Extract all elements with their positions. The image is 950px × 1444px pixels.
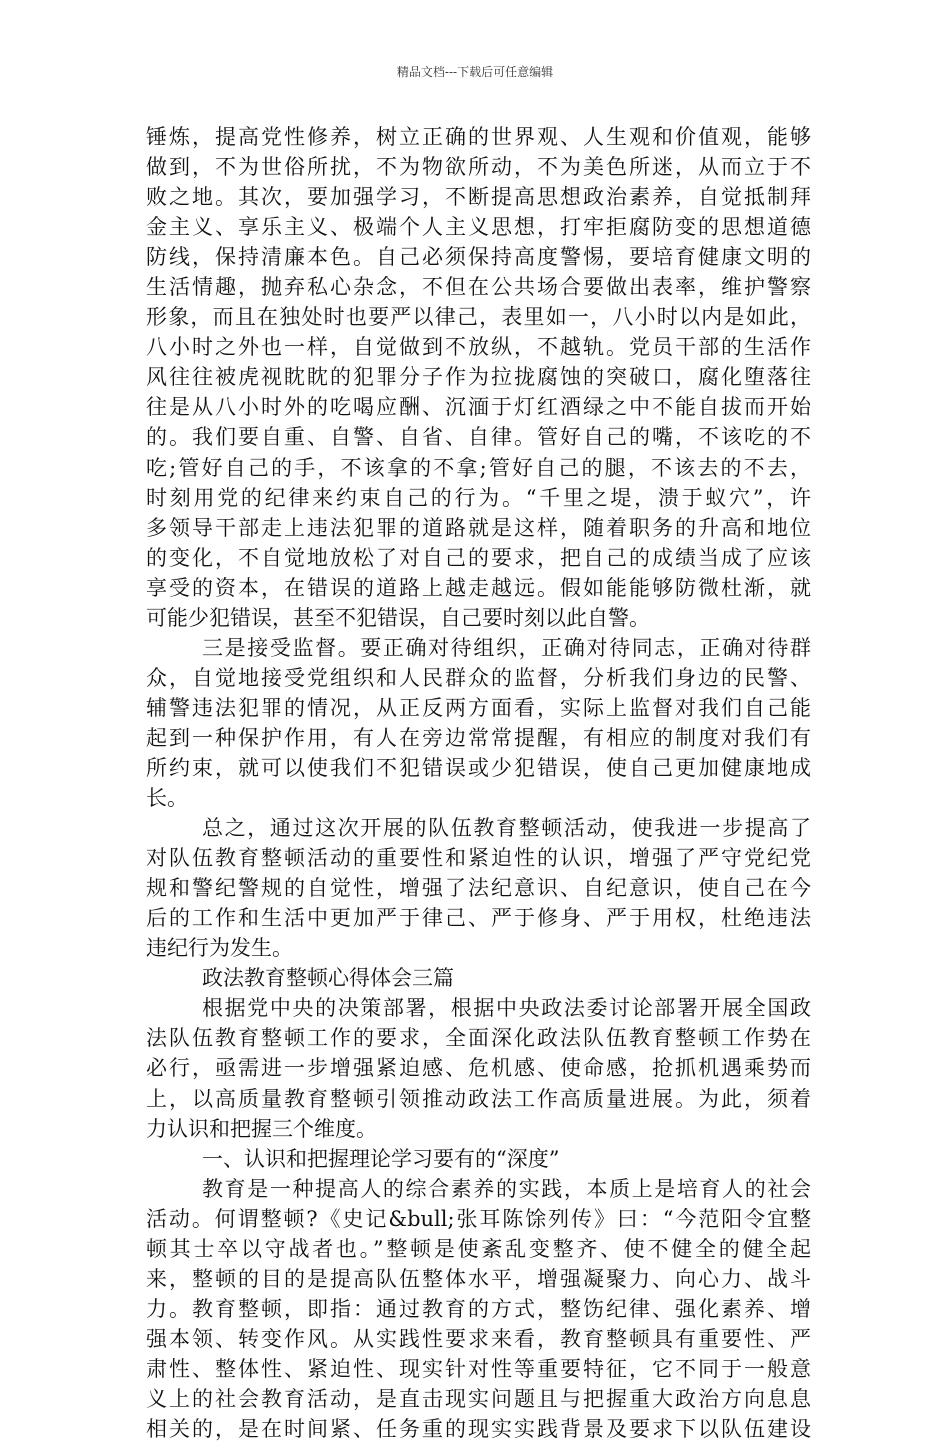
text-line: 的变化，不自觉地放松了对自己的要求，把自己的成绩当成了应该 xyxy=(146,545,811,570)
text-line: 违纪行为发生。 xyxy=(146,936,293,961)
text-line: 多领导干部走上违法犯罪的道路就是这样，随着职务的升高和地位 xyxy=(146,515,811,540)
text-line: 来，整顿的目的是提高队伍整体水平，增强凝聚力、向心力、战斗 xyxy=(146,1266,811,1291)
text-line: 败之地。其次，要加强学习，不断提高思想政治素养，自觉抵制拜 xyxy=(146,185,811,210)
text-line: 长。 xyxy=(146,786,188,811)
text-line: 享受的资本，在错误的道路上越走越远。假如能能够防微杜渐，就 xyxy=(146,575,811,600)
text-line: 防线，保持清廉本色。自己必须保持高度警惕，要培育健康文明的 xyxy=(146,245,811,270)
text-line: 后的工作和生活中更加严于律己、严于修身、严于用权，杜绝违法 xyxy=(146,906,811,931)
text-line: 生活情趣，抛弃私心杂念，不但在公共场合要做出表率，维护警察 xyxy=(146,275,811,300)
text-line: 可能少犯错误，甚至不犯错误，自己要时刻以此自警。 xyxy=(146,605,650,630)
text-line: 总之，通过这次开展的队伍教育整顿活动，使我进一步提高了 xyxy=(202,816,811,841)
text-line: 辅警违法犯罪的情况，从正反两方面看，实际上监督对我们自己能 xyxy=(146,695,811,720)
document-body xyxy=(146,122,811,1444)
text-line: 风往往被虎视眈眈的犯罪分子作为拉拢腐蚀的突破口，腐化堕落往 xyxy=(146,365,811,390)
text-line: 所约束，就可以使我们不犯错误或少犯错误，使自己更加健康地成 xyxy=(146,755,811,780)
text-line: 吃;管好自己的手，不该拿的不拿;管好自己的腿，不该去的不去， xyxy=(146,455,811,480)
text-line: 对队伍教育整顿活动的重要性和紧迫性的认识，增强了严守党纪党 xyxy=(146,846,811,871)
text-line: 力认识和把握三个维度。 xyxy=(146,1116,377,1141)
text-line: 金主义、享乐主义、极端个人主义思想，打牢拒腐防变的思想道德 xyxy=(146,215,811,240)
text-line: 一、认识和把握理论学习要有的“深度” xyxy=(202,1146,560,1171)
text-line: 众，自觉地接受党组织和人民群众的监督，分析我们身边的民警、 xyxy=(146,665,811,690)
text-line: 起到一种保护作用，有人在旁边常常提醒，有相应的制度对我们有 xyxy=(146,725,811,750)
text-line: 往是从八小时外的吃喝应酬、沉湎于灯红酒绿之中不能自拔而开始 xyxy=(146,395,811,420)
text-line: 八小时之外也一样，自觉做到不放纵，不越轨。党员干部的生活作 xyxy=(146,335,811,360)
text-line: 必行，亟需进一步增强紧迫感、危机感、使命感，抢抓机遇乘势而 xyxy=(146,1056,811,1081)
text-line: 政法教育整顿心得体会三篇 xyxy=(202,966,454,991)
text-line: 锤炼，提高党性修养，树立正确的世界观、人生观和价值观，能够 xyxy=(146,125,811,149)
text-line: 三是接受监督。要正确对待组织，正确对待同志，正确对待群 xyxy=(202,635,811,660)
text-line: 相关的，是在时间紧、任务重的现实实践背景及要求下以队伍建设 xyxy=(146,1417,811,1442)
text-line: 义上的社会教育活动，是直击现实问题且与把握重大政治方向息息 xyxy=(146,1386,811,1411)
page-header: 精品文档---下载后可任意编辑 xyxy=(396,65,554,79)
text-line: 根据党中央的决策部署，根据中央政法委讨论部署开展全国政 xyxy=(202,996,811,1021)
text-line: 时刻用党的纪律来约束自己的行为。“千里之堤，溃于蚁穴”，许 xyxy=(146,485,811,510)
text-line: 法队伍教育整顿工作的要求，全面深化政法队伍教育整顿工作势在 xyxy=(146,1026,811,1051)
text-line: 做到，不为世俗所扰，不为物欲所动，不为美色所迷，从而立于不 xyxy=(146,155,811,180)
text-line: 强本领、转变作风。从实践性要求来看，教育整顿具有重要性、严 xyxy=(146,1326,811,1351)
text-line: 的。我们要自重、自警、自省、自律。管好自己的嘴，不该吃的不 xyxy=(146,425,811,450)
text-line: 上，以高质量教育整顿引领推动政法工作高质量进展。为此，须着 xyxy=(146,1086,811,1111)
text-line: 教育是一种提高人的综合素养的实践，本质上是培育人的社会 xyxy=(202,1176,811,1201)
text-line: 力。教育整顿，即指：通过教育的方式，整饬纪律、强化素养、增 xyxy=(146,1296,811,1321)
text-line: 形象，而且在独处时也要严以律己，表里如一，八小时以内是如此， xyxy=(146,305,811,330)
text-line: 活动。何谓整顿?《史记&bull;张耳陈馀列传》曰：“今范阳令宜整 xyxy=(146,1206,811,1231)
text-line: 规和警纪警规的自觉性，增强了法纪意识、自纪意识，使自己在今 xyxy=(146,876,811,901)
text-line: 肃性、整体性、紧迫性、现实针对性等重要特征，它不同于一般意 xyxy=(146,1356,811,1381)
text-line: 顿其士卒以守战者也。”整顿是使紊乱变整齐、使不健全的健全起 xyxy=(146,1236,811,1261)
